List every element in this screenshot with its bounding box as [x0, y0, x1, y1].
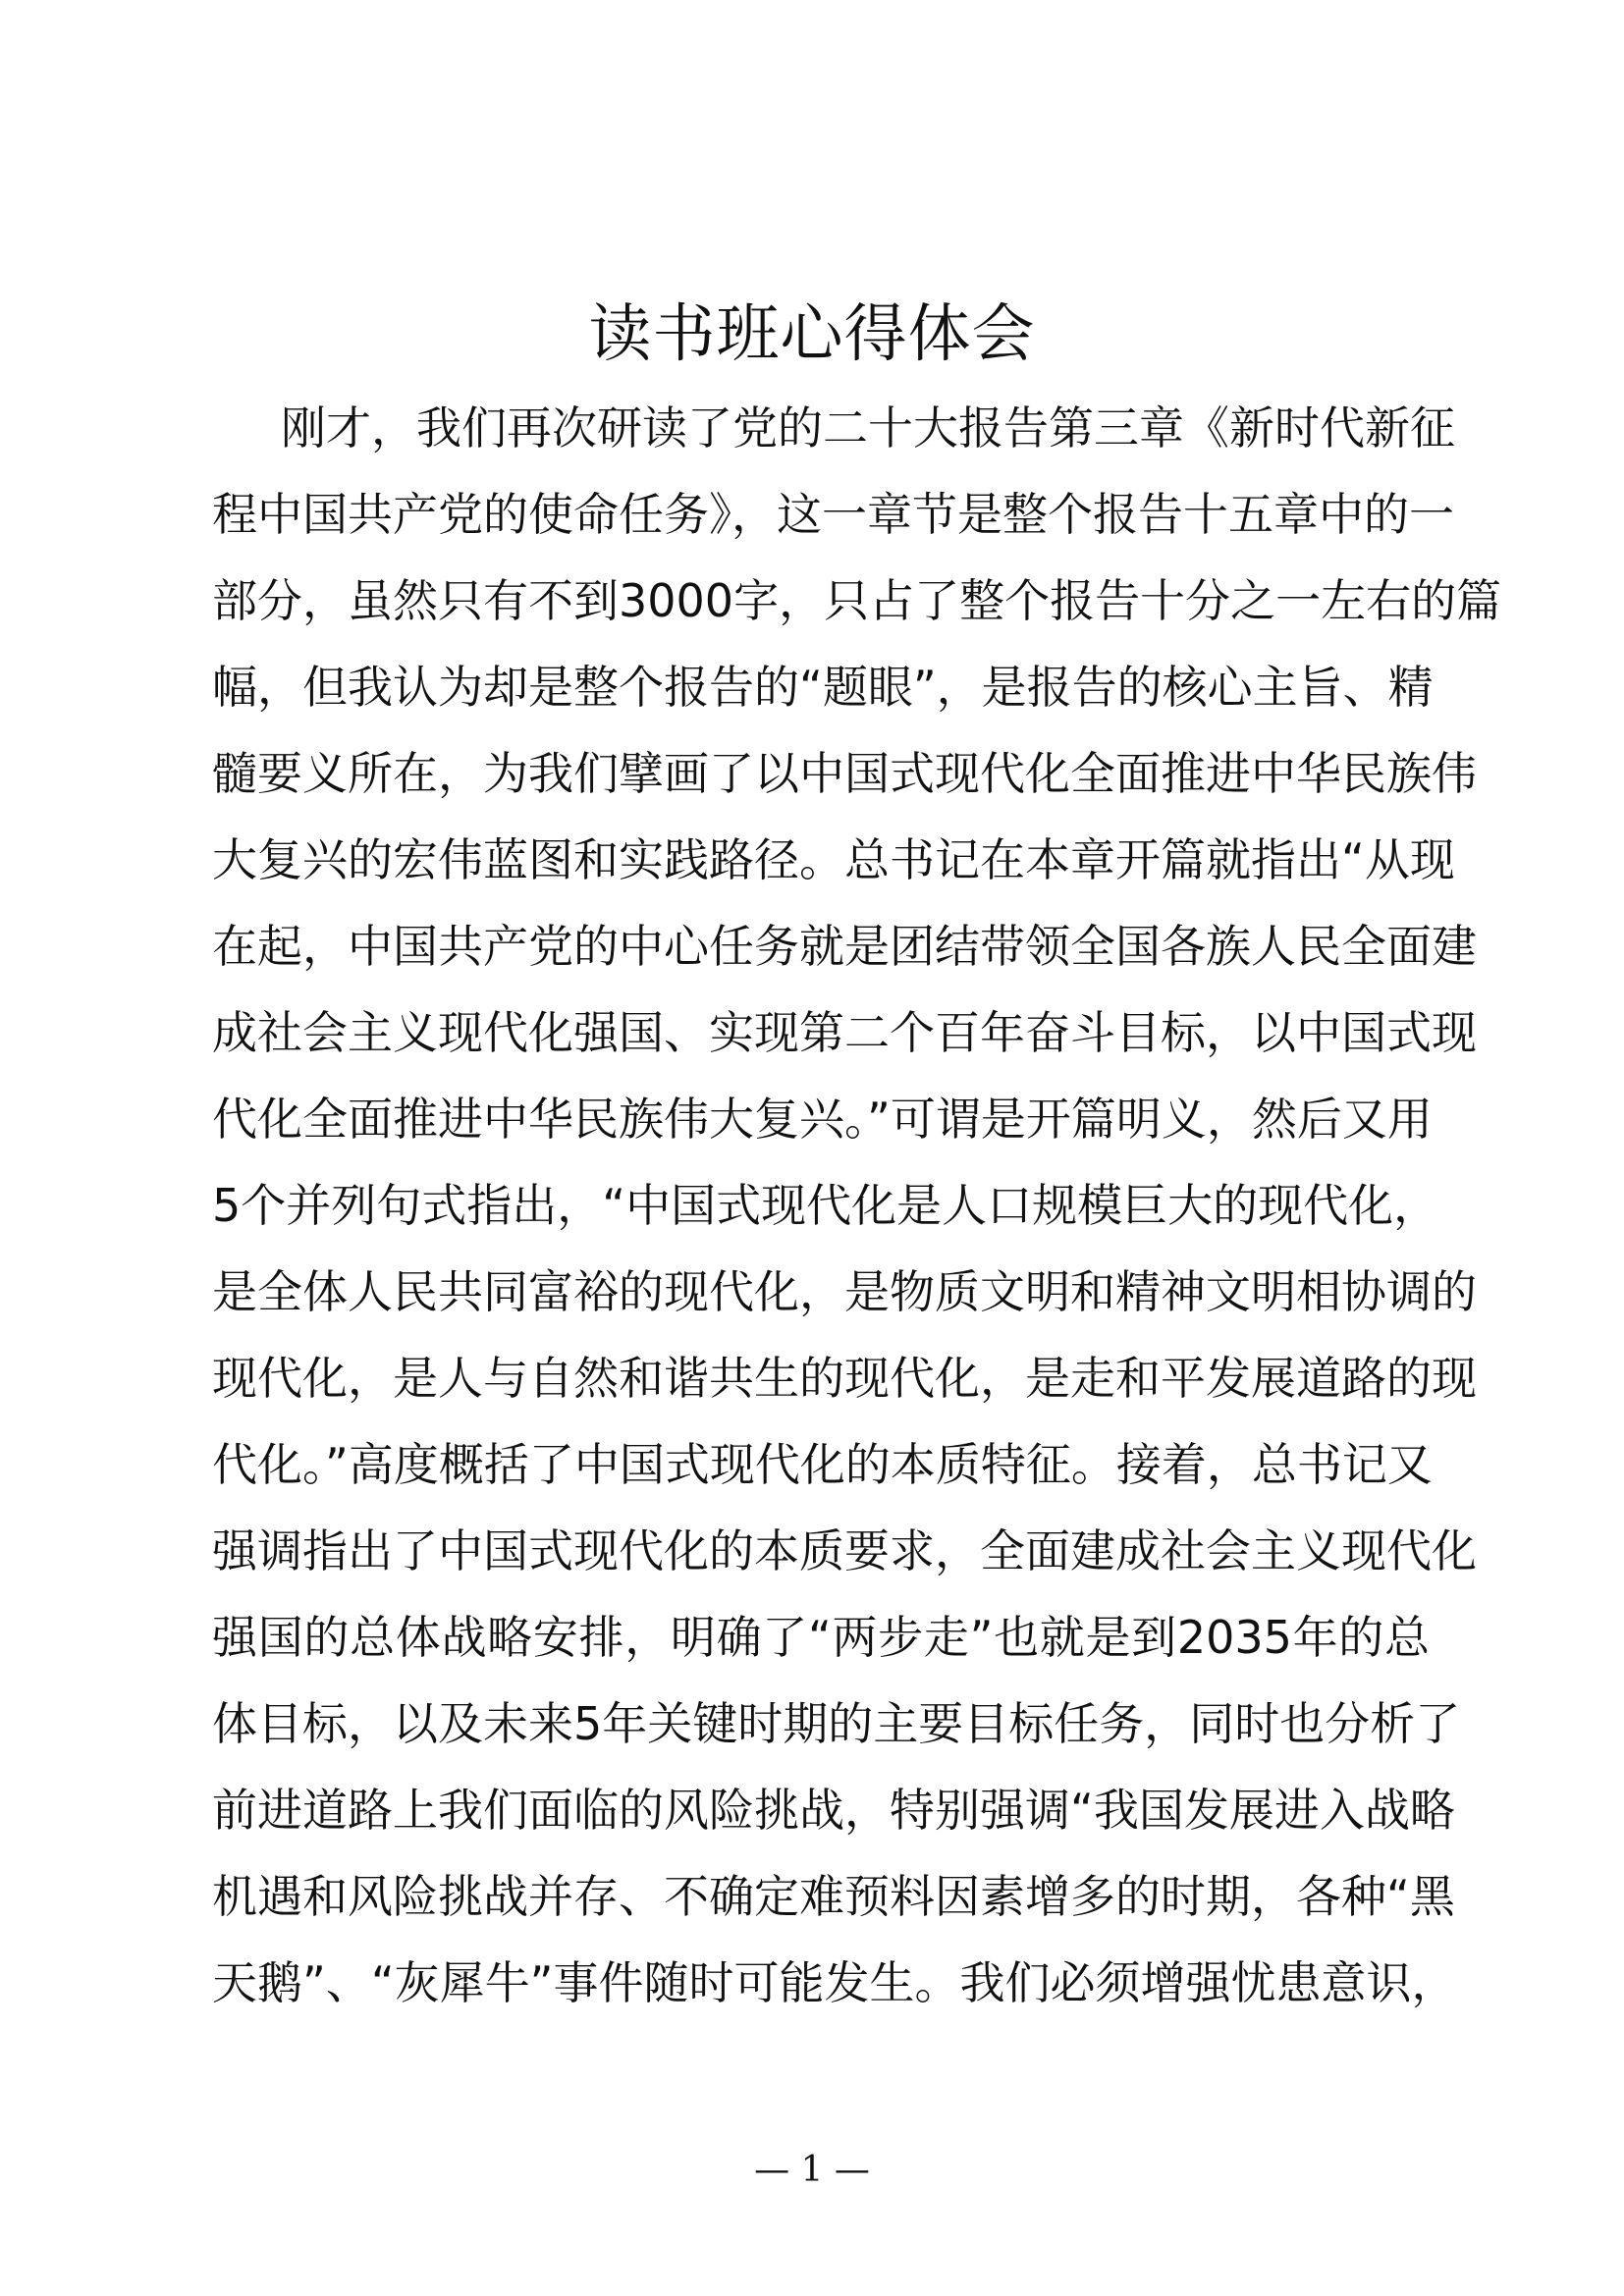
body-line: 强国的总体战略安排，明确了“两步走”也就是到2035年的总	[212, 1611, 1430, 1664]
body-paragraph	[212, 385, 1502, 2026]
body-line: 前进道路上我们面临的风险挑战，特别强调“我国发展进入战略	[212, 1784, 1455, 1837]
body-line: 机遇和风险挑战并存、不确定难预料因素增多的时期，各种“黑	[212, 1870, 1455, 1923]
body-line: 现代化，是人与自然和谐共生的现代化，是走和平发展道路的现	[212, 1352, 1477, 1405]
body-line: 是全体人民共同富裕的现代化，是物质文明和精神文明相协调的	[212, 1265, 1477, 1318]
body-line: 5个并列句式指出，“中国式现代化是人口规模巨大的现代化，	[212, 1179, 1439, 1232]
document-title: 读书班心得体会	[588, 298, 1036, 371]
body-line: 代化全面推进中华民族伟大复兴。”可谓是开篇明义，然后又用	[212, 1093, 1433, 1146]
page-number: — 1 —	[754, 2150, 870, 2190]
body-line: 强调指出了中国式现代化的本质要求，全面建成社会主义现代化	[212, 1524, 1477, 1577]
body-line: 幅，但我认为却是整个报告的“题眼”，是报告的核心主旨、精	[212, 661, 1434, 714]
body-line: 大复兴的宏伟蓝图和实践路径。总书记在本章开篇就指出“从现	[212, 833, 1455, 886]
body-line: 代化。”高度概括了中国式现代化的本质特征。接着，总书记又	[212, 1438, 1433, 1491]
body-line: 髓要义所在，为我们擘画了以中国式现代化全面推进中华民族伟	[212, 747, 1477, 800]
body-line: 刚才，我们再次研读了党的二十大报告第三章《新时代新征	[281, 401, 1455, 454]
body-line: 在起，中国共产党的中心任务就是团结带领全国各族人民全面建	[212, 920, 1477, 973]
body-line: 部分，虽然只有不到3000字，只占了整个报告十分之一左右的篇	[212, 574, 1502, 627]
body-line: 程中国共产党的使命任务》，这一章节是整个报告十五章中的一	[212, 488, 1454, 541]
body-line: 体目标，以及未来5年关键时期的主要目标任务，同时也分析了	[212, 1697, 1461, 1750]
body-line: 成社会主义现代化强国、实现第二个百年奋斗目标，以中国式现	[212, 1006, 1477, 1059]
body-line: 天鹅”、“灰犀牛”事件随时可能发生。我们必须增强忧患意识，	[212, 1956, 1457, 2009]
